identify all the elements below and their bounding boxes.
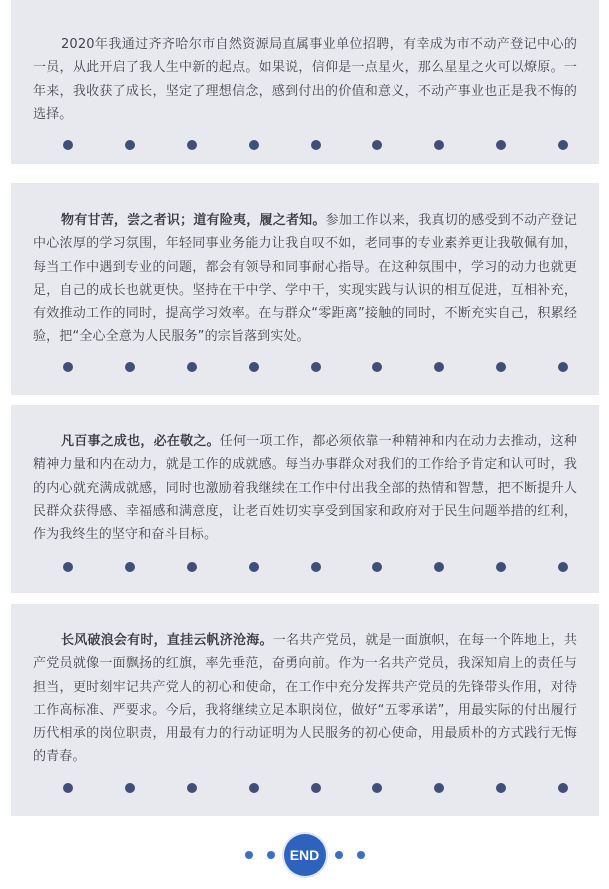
divider-dot	[187, 783, 197, 793]
divider-dot	[125, 362, 135, 372]
divider-dot	[125, 562, 135, 572]
divider-dot	[558, 140, 568, 150]
section-card-3	[11, 405, 599, 593]
section-card-4	[11, 604, 599, 816]
divider-dot	[558, 362, 568, 372]
dot-divider	[63, 562, 568, 572]
divider-dot	[372, 362, 382, 372]
divider-dot	[496, 562, 506, 572]
divider-dot	[496, 783, 506, 793]
section-paragraph	[33, 0, 577, 126]
divider-dot	[63, 362, 73, 372]
dot-divider	[63, 140, 568, 150]
section-card-2	[11, 183, 599, 395]
section-body: 2020年我通过齐齐哈尔市自然资源局直属事业单位招聘，有幸成为市不动产登记中心的一员，从此开启了我人生中新的起点。如果说，信仰是一点星火，那么星星之火可以燎原。一年来，我收获了成长，坚定了理想信念，感到付出的价值和意义，不动产事业也正是我不悔的选择。	[33, 37, 577, 122]
section-body: 参加工作以来，我真切的感受到不动产登记中心浓厚的学习氛围，年轻同事业务能力让我自叹不如，老同事的专业素养更让我敬佩有加，每当工作中遇到专业的问题，都会有领导和同事耐心指导。在这种氛围中，学习的动力也就更足，自己的成长也就更快。坚持在干中学、学中干，实现实践与认识的相互促进，互相补充，有效推动工作的同时，提高学习效率。在与群众“零距离”接触的同时，不断充实自己，积累经验，把“全心全意为人民服务”的宗旨落到实处。	[33, 213, 577, 345]
section-body: 一名共产党员，就是一面旗帜，在每一个阵地上，共产党员就像一面飘扬的红旗，率先垂范，奋勇向前。作为一名共产党员，我深知肩上的责任与担当，更时刻牢记共产党人的初心和使命，在工作中充分发挥共产党员的先锋带头作用，对待工作高标准、严要求。今后，我将继续立足本职岗位，做好“五零承诺”，用最实际的付出履行历代相承的岗位职责，用最有力的行动证明为人民服务的初心使命，用最质朴的方式践行无悔的青春。	[33, 633, 578, 765]
divider-dot	[558, 783, 568, 793]
dot-divider	[63, 783, 568, 793]
divider-dot	[63, 562, 73, 572]
section-body: 任何一项工作，都必须依靠一种精神和内在动力去推动，这种精神力量和内在动力，就是工作的成就感。每当办事群众对我们的工作给予肯定和认可时，我的内心就充满成就感，同时也激励着我继续在工作中付出我全部的热情和智慧，把不断提升人民群众获得感、幸福感和满意度，让老百姓切实享受到国家和政府对于民生问题举措的红利，作为我终生的坚守和奋斗目标。	[33, 434, 577, 543]
divider-dot	[434, 140, 444, 150]
section-lead: 凡百事之成也，必在敬之。	[61, 434, 220, 449]
divider-dot	[249, 140, 259, 150]
section-lead: 物有甘苦，尝之者识；道有险夷，履之者知。	[61, 213, 326, 228]
end-badge: END	[284, 834, 326, 876]
end-marker	[0, 833, 609, 877]
divider-dot	[311, 783, 321, 793]
divider-dot	[311, 140, 321, 150]
divider-dot	[187, 562, 197, 572]
divider-dot	[63, 140, 73, 150]
section-paragraph	[33, 405, 577, 546]
divider-dot	[372, 783, 382, 793]
section-card-1	[11, 0, 599, 164]
end-dot	[245, 851, 253, 859]
divider-dot	[125, 783, 135, 793]
divider-dot	[372, 562, 382, 572]
divider-dot	[434, 362, 444, 372]
divider-dot	[249, 783, 259, 793]
divider-dot	[187, 140, 197, 150]
divider-dot	[496, 362, 506, 372]
divider-dot	[249, 562, 259, 572]
divider-dot	[372, 140, 382, 150]
divider-dot	[496, 140, 506, 150]
divider-dot	[434, 783, 444, 793]
divider-dot	[125, 140, 135, 150]
end-dot	[335, 851, 343, 859]
divider-dot	[558, 562, 568, 572]
divider-dot	[63, 783, 73, 793]
section-paragraph	[33, 604, 577, 769]
divider-dot	[434, 562, 444, 572]
divider-dot	[249, 362, 259, 372]
dot-divider	[63, 362, 568, 372]
divider-dot	[311, 362, 321, 372]
divider-dot	[187, 362, 197, 372]
end-dot	[357, 851, 365, 859]
end-dot	[267, 851, 275, 859]
section-lead: 长风破浪会有时，直挂云帆济沧海。	[61, 633, 273, 648]
divider-dot	[311, 562, 321, 572]
section-paragraph	[33, 183, 577, 349]
